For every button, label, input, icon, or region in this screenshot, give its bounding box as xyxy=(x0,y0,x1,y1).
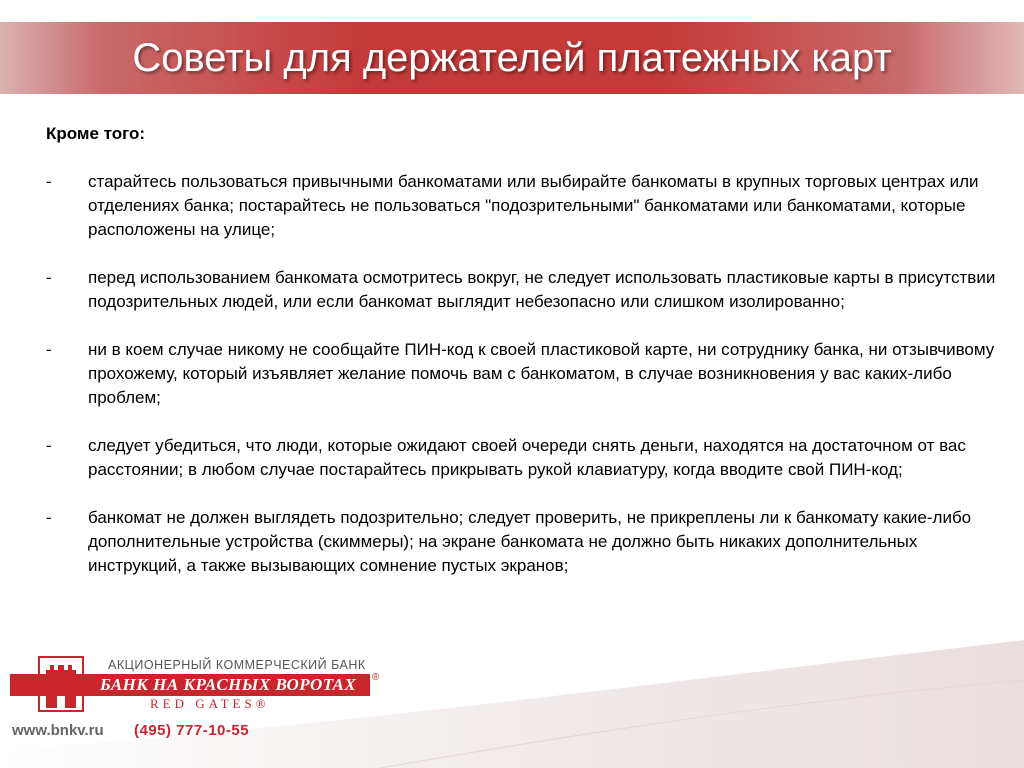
list-item xyxy=(46,338,996,410)
bullet-dash: - xyxy=(46,268,52,287)
bullet-dash: - xyxy=(46,172,52,191)
slide-title: Советы для держателей платежных карт xyxy=(132,36,892,80)
phone-number: (495) 777-10-55 xyxy=(134,722,250,739)
bank-name: БАНК НА КРАСНЫХ ВОРОТАХ xyxy=(100,675,357,694)
list-item xyxy=(46,266,996,314)
list-item xyxy=(46,170,996,242)
list-item xyxy=(46,434,996,482)
list-item-text: ни в коем случае никому не сообщайте ПИН-код к своей пластиковой карте, ни сотруднику банка, ни отзывчивому прохожему, который изъявляет желание помочь вам с банкоматом, в случае возникновения у вас каких-либо проблем; xyxy=(88,340,995,407)
bullet-dash: - xyxy=(46,508,52,527)
bullet-dash: - xyxy=(46,436,52,455)
website-link[interactable]: www.bnkv.ru xyxy=(12,722,104,739)
registered-mark: ® xyxy=(372,672,380,683)
slide-content xyxy=(46,122,996,602)
list-item-text: старайтесь пользоваться привычными банкоматами или выбирайте банкоматы в крупных торговых центрах или отделениях банка; постарайтесь не пользоваться "подозрительными" банкоматами или банкоматами, которые расположены на улице; xyxy=(88,172,979,239)
list-item-text: банкомат не должен выглядеть подозрительно; следует проверить, не прикреплены ли к банкомату какие-либо дополнительные устройства (скиммеры); на экране банкомата не должно быть никаких дополнительных инструкций, а также вызывающих сомнение пустых экранов; xyxy=(88,508,972,575)
title-bar xyxy=(0,22,1024,94)
list-item-text: перед использованием банкомата осмотритесь вокруг, не следует использовать пластиковые карты в присутствии подозрительных людей, или если банкомат выглядит небезопасно или слишком изолированно; xyxy=(88,268,996,311)
list-item xyxy=(46,506,996,578)
list-item-text: следует убедиться, что люди, которые ожидают своей очереди снять деньги, находятся на достаточном от вас расстоянии; в любом случае постарайтесь прикрывать рукой клавиатуру, когда вводите свой ПИН-код; xyxy=(88,436,966,479)
bullet-dash: - xyxy=(46,340,52,359)
bank-type-label: АКЦИОНЕРНЫЙ КОММЕРЧЕСКИЙ БАНК xyxy=(108,658,366,672)
bank-name-english: RED GATES® xyxy=(150,696,270,711)
intro-text: Кроме того: xyxy=(46,124,146,143)
